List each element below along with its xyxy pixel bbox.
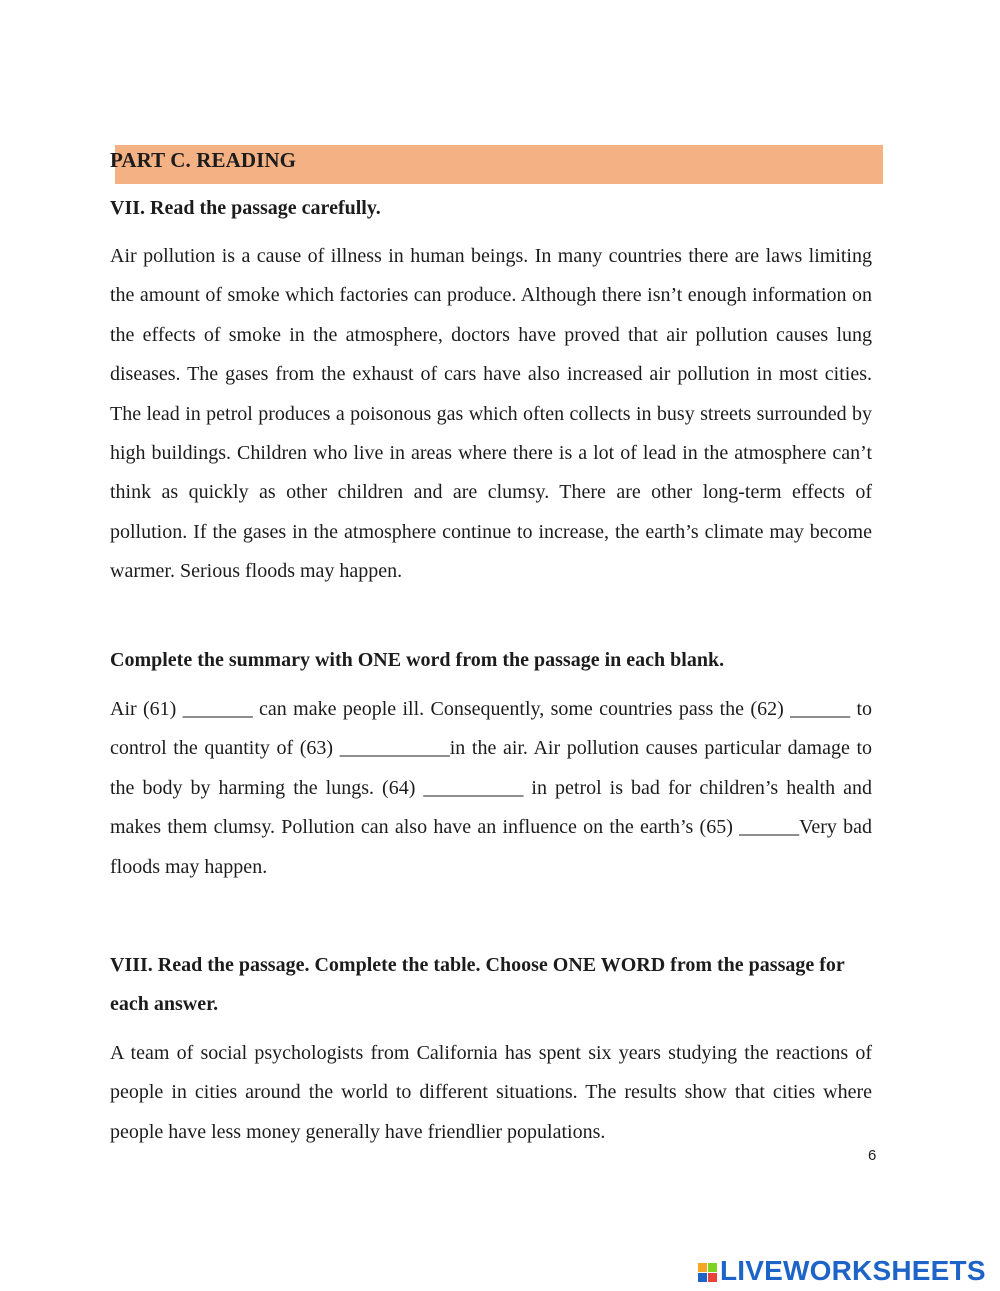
logo-square — [708, 1263, 717, 1272]
logo-square — [698, 1273, 707, 1282]
liveworksheets-brand[interactable] — [698, 1255, 986, 1287]
liveworksheets-logo-icon — [698, 1263, 717, 1282]
page-number: 6 — [868, 1147, 877, 1164]
summary-text: Air (61) _______ can make people ill. Consequently, some countries pass the (62) ______ to control the quantity of (63) ___________in the air. Air pollution causes particular damage to the body by harming the lungs. (64) __________ in petrol is bad for children’s health and makes them clumsy. Pollution can also have an influence on the earth’s (65) ______Very bad floods may happen. — [110, 698, 872, 878]
section-vii-passage: Air pollution is a cause of illness in human beings. In many countries there are laws limiting the amount of smoke which factories can produce. Although there isn’t enough information on the effects of smoke in the atmosphere, doctors have proved that air pollution causes lung diseases. The gases from the exhaust of cars have also increased air pollution in most cities. The lead in petrol produces a poisonous gas which often collects in busy streets surrounded by high buildings. Children who live in areas where there is a lot of lead in the atmosphere can’t think as quickly as other children and are clumsy. There are other long-term effects of pollution. If the gases in the atmosphere continue to increase, the earth’s climate may become warmer. Serious floods may happen. — [110, 245, 872, 583]
section-vii-heading: VII. Read the passage carefully. — [110, 197, 381, 219]
section-viii-heading: VIII. Read the passage. Complete the table. Choose ONE WORD from the passage for each answer. — [110, 954, 845, 1016]
brand-name: LIVEWORKSHEETS — [720, 1255, 986, 1286]
summary-instruction: Complete the summary with ONE word from the passage in each blank. — [110, 649, 725, 671]
logo-square — [708, 1273, 717, 1282]
section-viii-passage: A team of social psychologists from California has spent six years studying the reactions of people in cities around the world to different situations. The results show that cities where people have less money generally have friendlier populations. — [110, 1042, 872, 1143]
part-title: PART C. READING — [110, 148, 297, 172]
logo-square — [698, 1263, 707, 1272]
